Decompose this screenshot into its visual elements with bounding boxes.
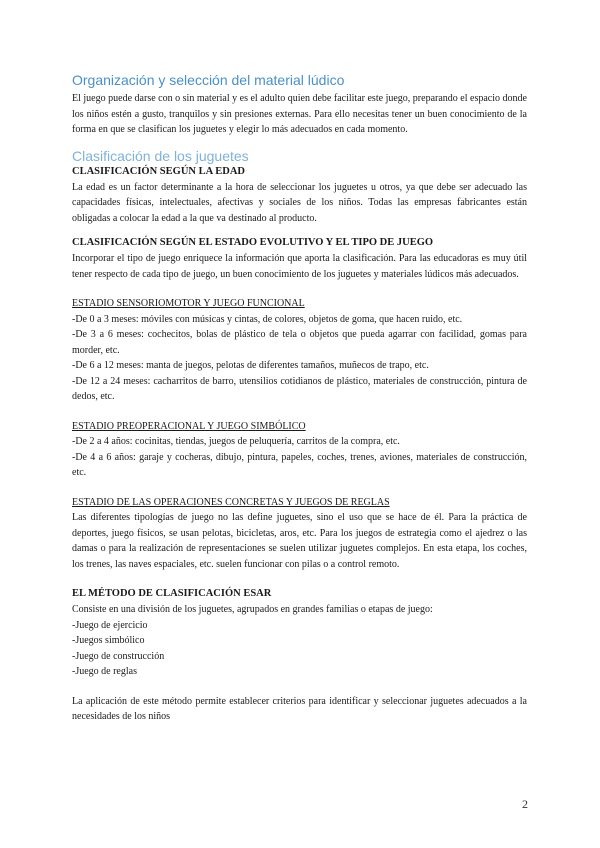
document-page (72, 72, 527, 725)
sensoriomotor-title: ESTADIO SENSORIOMOTOR Y JUEGO FUNCIONAL (72, 298, 305, 309)
list-item: -De 3 a 6 meses: cochecitos, bolas de plástico de tela o objetos que pueda agarrar con facilidad, gomas para morder, etc. (72, 329, 527, 356)
list-item: -Juego de reglas (72, 666, 137, 677)
list-item: -Juego de ejercicio (72, 619, 148, 631)
intro-paragraph: El juego puede darse con o sin material y es el adulto quien debe facilitar este juego, preparando el espacio donde los niños estén a gusto, tranquilos y sin presiones externas. Para ello necesitas tener un buen conocimiento de la forma en que se clasifican los juguetes y elegir lo más adecuados en cada momento. (72, 93, 527, 135)
list-item: -Juego de construcción (72, 650, 165, 662)
page-number: 2 (522, 797, 528, 811)
subsection-heading: Clasificación de los juguetes (72, 147, 249, 164)
list-item: -De 4 a 6 años: garaje y cocheras, dibujo, pintura, papeles, coches, trenes, aviones, materiales de construcción, etc. (72, 451, 527, 478)
estado-paragraph: Incorporar el tipo de juego enriquece la información que aporta la clasificación. Para las educadoras es muy útil tener respecto de cada tipo de juego, un buen conocimiento de los juguetes y materiales lúdicos más adecuados. (72, 253, 527, 280)
operaciones-concretas-paragraph: Las diferentes tipologías de juego no las define juguetes, sino el uso que se hace de él. Para la práctica de deportes, juego físicos, se usan pelotas, bicicletas, aros, etc. Para los juegos de estrategia como el ajedrez o las damas o para la realización de representaciones se suelen utilizar juguetes complejos. En esta etapa, los coches, los trenes, las naves espaciales, etc. suelen funcionar con pilas o a control remoto. (72, 512, 527, 570)
esar-closing-paragraph: La aplicación de este método permite establecer criterios para identificar y seleccionar juguetes adecuados a la necesidades de los niños (72, 695, 527, 722)
section-heading: Organización y selección del material lúdico (72, 72, 345, 88)
edad-paragraph: La edad es un factor determinante a la hora de seleccionar los juguetes u otros, ya que debe ser adecuado las capacidades físicas, intelectuales, afectivas y sociales de los niños. Todas las empresas fabricantes están obligadas a colocar la edad a la que va destinado al producto. (72, 181, 527, 224)
esar-title: EL MÉTODO DE CLASIFICACIÓN ESAR (72, 588, 272, 599)
list-item: -De 12 a 24 meses: cacharritos de barro, utensilios cotidianos de plástico, materiales de construcción, pintura de dedos, etc. (72, 375, 527, 402)
edad-title: CLASIFICACIÓN SEGÚN LA EDAD (72, 165, 245, 177)
preoperacional-title: ESTADIO PREOPERACIONAL Y JUEGO SIMBÓLICO (72, 420, 306, 432)
esar-paragraph: Consiste en una división de los juguetes, agrupados en grandes familias o etapas de juego: (72, 604, 433, 615)
operaciones-concretas-title: ESTADIO DE LAS OPERACIONES CONCRETAS Y JUEGOS DE REGLAS (72, 496, 390, 508)
list-item: -De 6 a 12 meses: manta de juegos, pelotas de diferentes tamaños, muñecos de trapo, etc. (72, 360, 429, 371)
list-item: -De 2 a 4 años: cocinitas, tiendas, juegos de peluquería, carritos de la compra, etc. (72, 436, 400, 447)
list-item: -Juegos simbólico (72, 635, 145, 646)
list-item: -De 0 a 3 meses: móviles con músicas y cintas, de colores, objetos de goma, que hacen ruido, etc. (72, 313, 463, 325)
estado-title: CLASIFICACIÓN SEGÚN EL ESTADO EVOLUTIVO Y EL TIPO DE JUEGO (72, 237, 434, 248)
